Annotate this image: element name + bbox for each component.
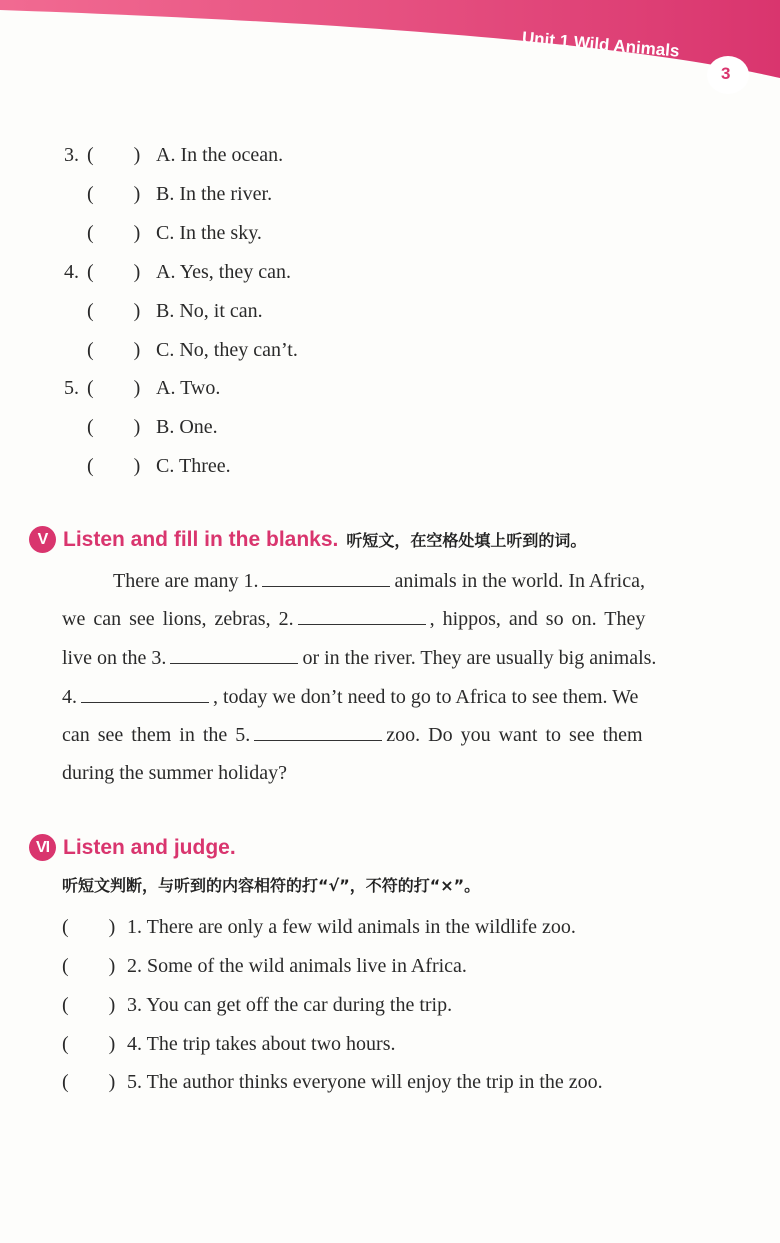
section-title: Listen and judge.	[63, 835, 236, 859]
question-number: 5.	[64, 377, 79, 399]
answer-paren[interactable]: ( )	[87, 300, 141, 322]
text: we can see lions, zebras, 2.	[62, 608, 294, 630]
paragraph-line	[62, 722, 643, 747]
option-text: B. In the river.	[156, 183, 273, 205]
question-number: 4.	[64, 261, 79, 283]
text: zoo. Do you want to see them	[386, 724, 643, 746]
blank-5[interactable]	[254, 722, 382, 741]
blank-1[interactable]	[262, 568, 390, 587]
option-text: A. Yes, they can.	[156, 261, 291, 283]
option-text: B. No, it can.	[156, 300, 263, 322]
paragraph-line	[62, 606, 645, 631]
option-text: C. No, they can’t.	[156, 339, 298, 361]
paragraph-line	[113, 568, 645, 593]
paragraph-line	[62, 645, 656, 670]
judge-item-text: 1. There are only a few wild animals in the wildlife zoo.	[127, 916, 576, 938]
text: can see them in the 5.	[62, 724, 251, 746]
answer-paren[interactable]: ( )	[87, 222, 141, 244]
text: , hippos, and so on. They	[429, 608, 646, 630]
unit-title: Unit 1 Wild Animals	[521, 28, 681, 61]
judge-item-text: 4. The trip takes about two hours.	[127, 1033, 396, 1055]
section-title: Listen and fill in the blanks.	[63, 527, 339, 551]
answer-paren[interactable]: ( )	[62, 916, 116, 938]
paragraph-line	[62, 761, 287, 785]
answer-paren[interactable]: ( )	[87, 339, 141, 361]
text: , today we don’t need to go to Africa to see them. We	[213, 686, 639, 708]
section-5-heading	[29, 526, 586, 553]
judge-item-text: 5. The author thinks everyone will enjoy the trip in the zoo.	[127, 1071, 603, 1093]
text: during the summer holiday?	[62, 762, 287, 784]
option-text: B. One.	[156, 416, 218, 438]
answer-paren[interactable]: ( )	[87, 144, 141, 166]
answer-paren[interactable]: ( )	[62, 994, 116, 1016]
text: live on the 3.	[62, 647, 167, 669]
blank-2[interactable]	[298, 606, 426, 625]
text: animals in the world. In Africa,	[394, 570, 645, 592]
answer-paren[interactable]: ( )	[62, 955, 116, 977]
answer-paren[interactable]: ( )	[62, 1071, 116, 1093]
section-6-heading	[29, 834, 236, 861]
page-number: 3	[721, 64, 731, 83]
option-text: A. Two.	[156, 377, 221, 399]
roman-numeral-badge: VI	[29, 834, 56, 861]
question-number: 3.	[64, 144, 79, 166]
answer-paren[interactable]: ( )	[87, 455, 141, 477]
option-text: C. Three.	[156, 455, 231, 477]
answer-paren[interactable]: ( )	[62, 1033, 116, 1055]
judge-item-text: 2. Some of the wild animals live in Africa.	[127, 955, 467, 977]
blank-4[interactable]	[81, 684, 209, 703]
paragraph-line	[62, 684, 638, 709]
roman-numeral-badge: V	[29, 526, 56, 553]
option-text: A. In the ocean.	[156, 144, 284, 166]
text: 4.	[62, 686, 77, 708]
section-instruction-cn: 听短文判断，与听到的内容相符的打“√”，不符的打“×”。	[62, 876, 481, 895]
answer-paren[interactable]: ( )	[87, 377, 141, 399]
answer-paren[interactable]: ( )	[87, 183, 141, 205]
judge-item-text: 3. You can get off the car during the trip.	[127, 994, 453, 1016]
option-text: C. In the sky.	[156, 222, 262, 244]
answer-paren[interactable]: ( )	[87, 261, 141, 283]
section-instruction-cn: 听短文，在空格处填上听到的词。	[346, 531, 587, 550]
text: or in the river. They are usually big animals.	[302, 647, 657, 669]
answer-paren[interactable]: ( )	[87, 416, 141, 438]
blank-3[interactable]	[170, 645, 298, 664]
text: There are many 1.	[113, 570, 259, 592]
